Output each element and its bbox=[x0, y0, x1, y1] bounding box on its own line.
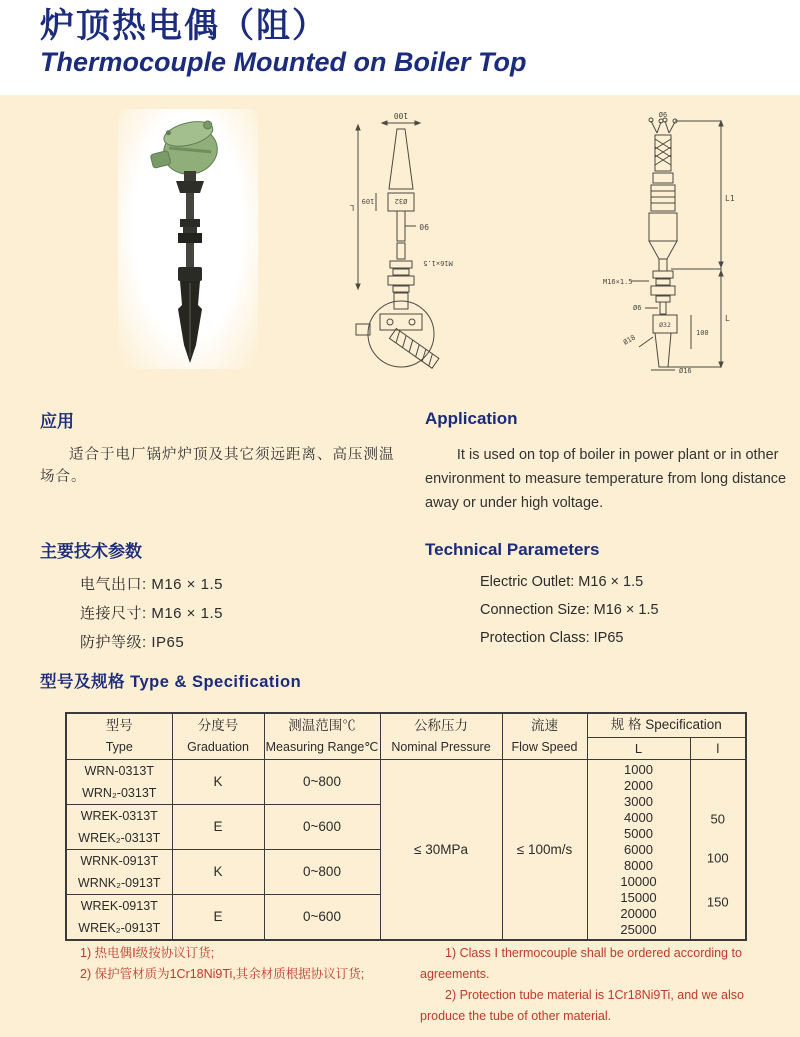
range-cell: 0~600 bbox=[264, 894, 380, 940]
L-value: 15000 bbox=[620, 889, 657, 905]
dim-label-d16: Ø16 bbox=[679, 367, 692, 374]
dim-label-d32b: Ø32 bbox=[659, 321, 671, 329]
graduation-cell: E bbox=[172, 804, 264, 849]
L-value: 8000 bbox=[624, 857, 653, 873]
technical-heading-en: Technical Parameters bbox=[425, 540, 600, 559]
model-name: WREK₂-0313T bbox=[78, 830, 161, 845]
col-header-graduation bbox=[172, 713, 264, 759]
footnotes-zh bbox=[80, 943, 410, 985]
col-header-type-zh: 型号 bbox=[105, 718, 133, 734]
col-header-flow-en: Flow Speed bbox=[511, 740, 578, 755]
spec-table bbox=[65, 712, 747, 941]
L-value: 2000 bbox=[624, 777, 653, 793]
col-header-l: l bbox=[690, 737, 746, 759]
page-title-en: Thermocouple Mounted on Boiler Top bbox=[40, 47, 527, 77]
footnote-item: 1) Class Ⅰ thermocouple shall be ordered according to agreements. bbox=[420, 946, 742, 981]
dim-label-d6: Ø6 bbox=[633, 304, 642, 312]
dim-label-109: 109 bbox=[361, 197, 375, 205]
model-name: WRN₂-0313T bbox=[82, 785, 157, 800]
spec-section-heading: 型号及规格 Type & Specification bbox=[40, 673, 302, 691]
model-name: WRNK-0913T bbox=[80, 853, 159, 868]
graduation-cell: K bbox=[172, 849, 264, 894]
dim-label-90: 90 bbox=[419, 222, 429, 231]
technical-heading-zh: 主要技术参数 bbox=[40, 542, 142, 561]
dim-label-Lb: L bbox=[725, 314, 730, 323]
col-header-type-en: Type bbox=[105, 740, 133, 755]
technical-item: Connection Size: M16 × 1.5 bbox=[480, 602, 659, 618]
dim-label-d32: Ø32 bbox=[394, 197, 408, 205]
col-header-pressure bbox=[380, 713, 502, 759]
application-heading-en: Application bbox=[425, 409, 518, 428]
L-value: 25000 bbox=[620, 921, 657, 937]
technical-drawing-inverted bbox=[330, 109, 480, 374]
footnote-item: 2) 保护管材质为1Cr18Ni9Ti,其余材质根据协议订货; bbox=[80, 967, 365, 981]
technical-drawing-inverted-svg bbox=[330, 109, 480, 374]
footnote-item: 2) Protection tube material is 1Cr18Ni9Ti, and we also produce the tube of other material. bbox=[420, 988, 744, 1023]
model-cell bbox=[67, 760, 172, 804]
col-header-type bbox=[66, 713, 172, 759]
dim-label-thread2: M16×1.5 bbox=[603, 278, 633, 286]
technical-list-zh bbox=[40, 570, 400, 657]
model-cell bbox=[67, 850, 172, 894]
technical-item: 防护等级: IP65 bbox=[80, 634, 185, 651]
application-body-zh: 适合于电厂锅炉炉顶及其它须远距离、高压测温场合。 bbox=[40, 447, 395, 485]
col-header-flow bbox=[502, 713, 587, 759]
length-l-cell bbox=[690, 759, 746, 940]
model-name: WREK-0913T bbox=[80, 898, 158, 913]
dim-label-forks: Ø6 bbox=[658, 111, 668, 119]
technical-drawing-cable bbox=[575, 109, 745, 374]
dim-label-100b: 100 bbox=[696, 329, 709, 337]
section-technical-zh bbox=[40, 537, 400, 657]
thermocouple-photo bbox=[118, 109, 258, 369]
footnote-item: 1) 热电偶Ⅰ级按协议订货; bbox=[80, 946, 215, 960]
model-cell bbox=[67, 895, 172, 939]
L-value: 4000 bbox=[624, 809, 653, 825]
L-value: 3000 bbox=[624, 793, 653, 809]
content-panel bbox=[0, 95, 800, 1037]
model-name: WRNK₂-0913T bbox=[77, 875, 161, 890]
col-header-L: L bbox=[587, 737, 690, 759]
thermocouple-photo-illustration bbox=[118, 109, 258, 369]
range-cell: 0~800 bbox=[264, 849, 380, 894]
page-title-block bbox=[40, 6, 526, 78]
range-cell: 0~600 bbox=[264, 804, 380, 849]
col-header-pressure-zh: 公称压力 bbox=[414, 718, 468, 734]
col-header-range-en: Measuring Range℃ bbox=[265, 740, 379, 755]
dim-label-100: 100 bbox=[393, 111, 409, 120]
technical-drawing-cable-svg bbox=[575, 109, 745, 374]
l-value: 50 bbox=[710, 811, 725, 827]
l-value: 100 bbox=[706, 850, 729, 866]
application-heading-zh: 应用 bbox=[40, 412, 74, 431]
section-technical-en bbox=[425, 540, 793, 652]
l-value: 150 bbox=[706, 894, 729, 910]
dim-label-d18: Ø18 bbox=[622, 333, 637, 347]
model-name: WREK₂-0913T bbox=[78, 920, 161, 935]
col-header-specification: 规 格 Specification bbox=[587, 713, 746, 737]
technical-item: 连接尺寸: M16 × 1.5 bbox=[80, 605, 223, 622]
col-header-graduation-zh: 分度号 bbox=[197, 718, 239, 734]
model-name: WREK-0313T bbox=[80, 808, 158, 823]
technical-list-en bbox=[425, 568, 793, 652]
col-header-graduation-en: Graduation bbox=[187, 740, 249, 755]
L-value: 6000 bbox=[624, 841, 653, 857]
range-cell: 0~800 bbox=[264, 759, 380, 804]
flow-cell: ≤ 100m/s bbox=[502, 759, 587, 940]
L-value: 20000 bbox=[620, 905, 657, 921]
model-cell bbox=[67, 805, 172, 849]
page-title-zh: 炉顶热电偶（阻） bbox=[40, 7, 328, 45]
dim-label-L: L bbox=[349, 203, 355, 212]
section-application-en bbox=[425, 409, 793, 515]
table-row bbox=[66, 759, 746, 804]
L-value: 10000 bbox=[620, 873, 657, 889]
col-header-pressure-en: Nominal Pressure bbox=[391, 740, 491, 755]
L-value: 5000 bbox=[624, 825, 653, 841]
length-L-cell bbox=[587, 759, 690, 940]
model-name: WRN-0313T bbox=[84, 763, 154, 778]
graduation-cell: K bbox=[172, 759, 264, 804]
dim-label-L1: L1 bbox=[725, 194, 735, 203]
footnotes-en bbox=[420, 943, 792, 1027]
col-header-range-zh: 测温范围℃ bbox=[288, 718, 356, 734]
pressure-cell: ≤ 30MPa bbox=[380, 759, 502, 940]
graduation-cell: E bbox=[172, 894, 264, 940]
col-header-flow-zh: 流速 bbox=[531, 718, 558, 734]
technical-item: Protection Class: IP65 bbox=[480, 630, 624, 646]
technical-item: Electric Outlet: M16 × 1.5 bbox=[480, 574, 644, 590]
dim-label-thread: M16×1.5 bbox=[423, 259, 453, 267]
L-value: 1000 bbox=[624, 761, 653, 777]
col-header-range bbox=[264, 713, 380, 759]
application-body-en: It is used on top of boiler in power plant or in other environment to measure temperature from long distance away or under high voltage. bbox=[425, 447, 787, 511]
technical-item: 电气出口: M16 × 1.5 bbox=[80, 576, 223, 593]
section-application-zh bbox=[40, 407, 400, 488]
